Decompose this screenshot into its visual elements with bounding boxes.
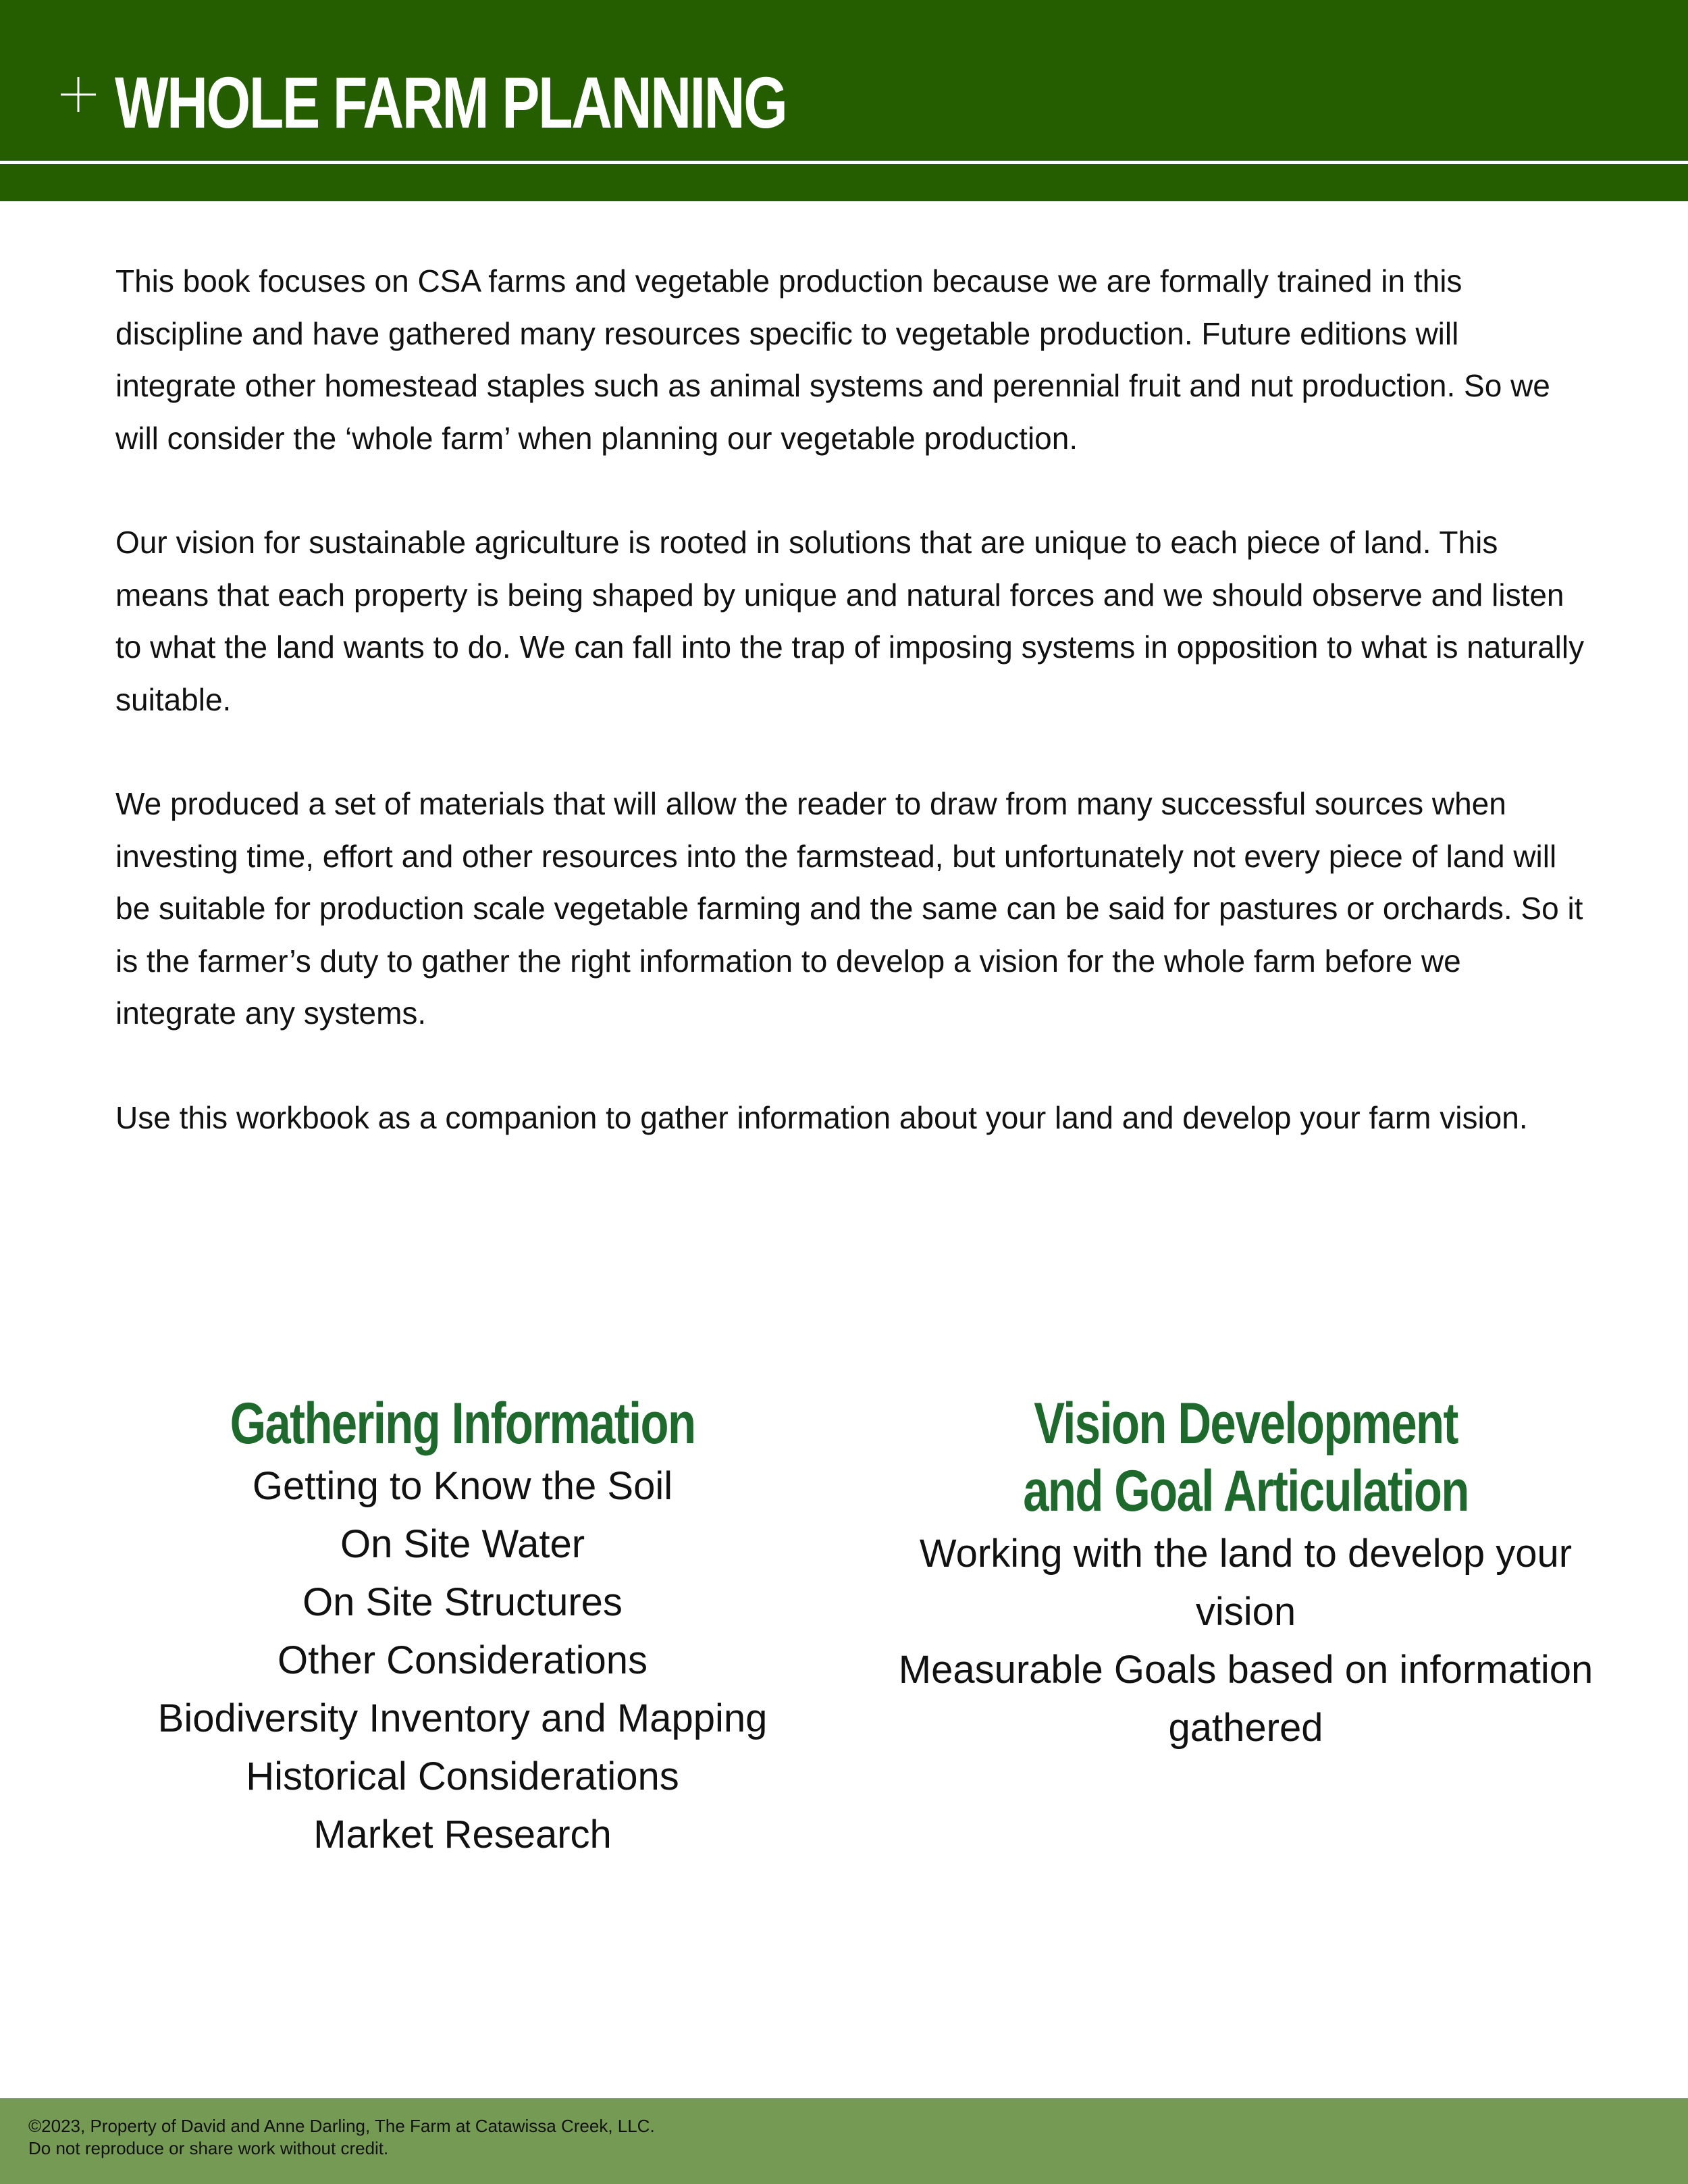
header-band (0, 0, 1688, 201)
plus-icon (59, 76, 97, 113)
copyright-text: ©2023, Property of David and Anne Darling, The Farm at Catawissa Creek, LLC. (28, 2116, 655, 2136)
gathering-information-heading: Gathering Information (230, 1391, 695, 1456)
credit-notice: Do not reproduce or share work without credit. (28, 2138, 389, 2158)
footer (0, 2098, 1688, 2184)
header-divider (0, 161, 1688, 164)
list-item: Measurable Goals based on information gathered (898, 1648, 1593, 1750)
goal-articulation-heading: and Goal Articulation (1023, 1459, 1469, 1524)
list-item: Market Research (313, 1813, 612, 1856)
intro-text (115, 255, 1587, 1196)
list-item: Other Considerations (277, 1638, 648, 1682)
list-item: On Site Structures (302, 1580, 623, 1624)
vision-development-section (898, 1390, 1593, 1757)
page-title: WHOLE FARM PLANNING (115, 61, 787, 143)
intro-paragraph: Use this workbook as a companion to gather information about your land and develop your farm vision. (115, 1099, 1528, 1135)
intro-paragraph: We produced a set of materials that will allow the reader to draw from many successful sources when investing time, effort and other resources into the farmstead, but unfortunately not every piece of land will be suitable for production scale vegetable farming and the same can be said for pastures or orchards. So it is the farmer’s duty to gather the right information to develop a vision for the whole farm before we integrate any systems. (115, 786, 1583, 1031)
gathering-information-section (115, 1390, 810, 1864)
gathering-information-list (115, 1457, 810, 1864)
intro-paragraph: This book focuses on CSA farms and vegetable production because we are formally trained in this discipline and have gathered many resources specific to vegetable production. Future editions will integrate other homestead staples such as animal systems and perennial fruit and nut production. So we will consider the ‘whole farm’ when planning our vegetable production. (115, 263, 1550, 456)
vision-development-list (898, 1525, 1593, 1757)
list-item: On Site Water (340, 1522, 585, 1566)
list-item: Getting to Know the Soil (252, 1464, 673, 1508)
list-item: Working with the land to develop your vision (919, 1532, 1573, 1634)
list-item: Biodiversity Inventory and Mapping (157, 1696, 768, 1740)
vision-development-heading: Vision Development (1034, 1391, 1458, 1456)
list-item: Historical Considerations (246, 1754, 679, 1798)
intro-paragraph: Our vision for sustainable agriculture is rooted in solutions that are unique to each piece of land. This means that each property is being shaped by unique and natural forces and we should observe and listen to what the land wants to do. We can fall into the trap of imposing systems in opposition to what is naturally suitable. (115, 525, 1585, 717)
